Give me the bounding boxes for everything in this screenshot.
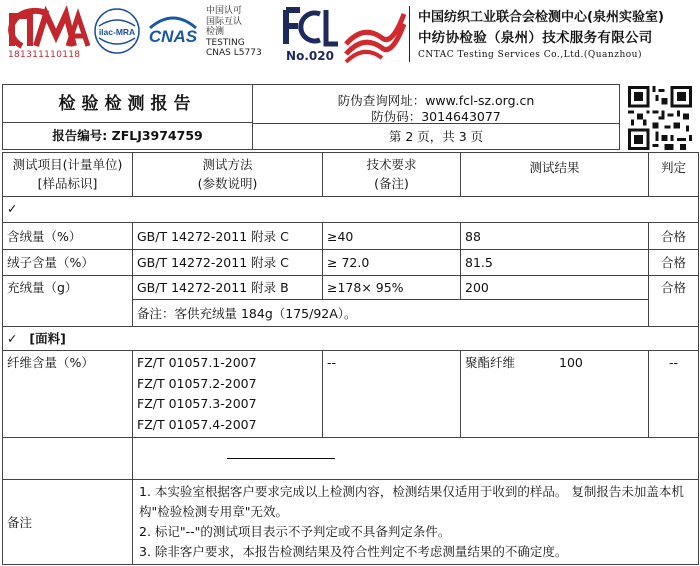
notes-content	[133, 480, 699, 565]
section-fabric-label: [面料]	[29, 331, 66, 346]
report-number-label: 报告编号:	[52, 128, 108, 143]
cell-requirement: ≥ 72.0	[323, 250, 461, 276]
cell-method: GB/T 14272-2011 附录 C	[133, 250, 323, 276]
anti-fake-query-url[interactable]: 防伪查询网址：www.fcl-sz.org.cn	[337, 93, 535, 108]
cnas-logo-icon	[144, 8, 202, 56]
ilac-mra-logo-icon	[92, 6, 142, 56]
end-cell-left	[3, 438, 133, 480]
svg-text:ilac-MRA: ilac-MRA	[98, 27, 136, 37]
fcl-logo-icon	[280, 4, 340, 66]
note-item: 2. 标记"--"的测试项目表示不予判定或不具备判定条件。	[139, 524, 451, 539]
page-info: 第 2 页，共 3 页	[253, 123, 619, 149]
cell-judgement: --	[649, 351, 699, 438]
cell-result: 81.5	[461, 250, 649, 276]
anti-fake-code: 防伪码：3014643077	[371, 109, 501, 124]
section-fabric	[3, 327, 699, 351]
check-mark-icon: ✓	[7, 331, 18, 346]
title-left	[3, 85, 253, 149]
fcl-number: No.020	[286, 49, 334, 63]
notes-label: 备注	[3, 480, 133, 565]
cell-result: 88	[461, 223, 649, 250]
section-sample-1	[3, 197, 699, 223]
table-row	[3, 276, 699, 300]
notes-row	[3, 480, 699, 565]
section-row	[3, 197, 699, 223]
cell-item: 纤维含量（%）	[3, 351, 133, 438]
cell-requirement: --	[323, 351, 461, 438]
cell-item: 绒子含量（%）	[3, 250, 133, 276]
cell-method: GB/T 14272-2011 附录 C	[133, 223, 323, 250]
note-item: 3. 除非客户要求，本报告检测结果及符合性判定不考虑测量结果的不确定度。	[139, 544, 568, 559]
cell-method: GB/T 14272-2011 附录 B	[133, 276, 323, 300]
note-item: 1. 本实验室根据客户要求完成以上检测内容，检测结果仅适用于收到的样品。 复制报告未加盖本机构"检验检测专用章"无效。	[139, 484, 684, 519]
header-divider	[409, 6, 410, 62]
report-title: 检验检测报告	[3, 85, 252, 123]
cell-judgement: 合格	[649, 276, 699, 327]
report-number-value: ZFLJ3974759	[111, 128, 203, 143]
check-mark-icon: ✓	[7, 201, 18, 216]
cell-method: FZ/T 01057.1-2007 FZ/T 01057.2-2007 FZ/T 01057.3-2007 FZ/T 01057.4-2007	[133, 351, 323, 438]
textile-wave-logo-icon	[344, 4, 406, 64]
title-block	[2, 84, 620, 150]
report-number	[3, 123, 252, 149]
org-name-primary: 中国纺织工业联合会检测中心(泉州实验室)	[418, 10, 664, 25]
cell-requirement: ≥178× 95%	[323, 276, 461, 300]
cma-number: 181311110118	[8, 50, 81, 60]
header-test-result: 测试结果	[461, 153, 649, 197]
end-row	[3, 438, 699, 480]
cell-item: 含绒量（%）	[3, 223, 133, 250]
test-results-table	[2, 152, 699, 565]
header-technical-requirement: 技术要求 (备注)	[323, 153, 461, 197]
cell-result: 200	[461, 276, 649, 300]
cell-item: 充绒量（g）	[3, 276, 133, 327]
end-cell	[133, 438, 699, 480]
end-of-results-line	[227, 458, 335, 459]
fiber-name: 聚酯纤维	[465, 355, 516, 370]
header-test-item: 测试项目(计量单位) [样品标识]	[3, 153, 133, 197]
header-test-method: 测试方法 (参数说明)	[133, 153, 323, 197]
table-header-row	[3, 153, 699, 197]
cell-result	[461, 351, 649, 438]
cell-requirement: ≥40	[323, 223, 461, 250]
table-row	[3, 351, 699, 438]
qr-code-icon[interactable]	[628, 86, 692, 150]
org-name-english: CNTAC Testing Services Co.,Ltd.(Quanzhou)	[418, 50, 642, 60]
cnas-accreditation-text: 中国认可 国际互认 检测 TESTING CNAS L5773	[206, 6, 262, 58]
section-row	[3, 327, 699, 351]
title-right	[253, 85, 619, 149]
report-header	[0, 0, 700, 80]
svg-text:CNAS: CNAS	[148, 27, 198, 46]
cell-judgement: 合格	[649, 223, 699, 250]
table-row	[3, 223, 699, 250]
table-row	[3, 250, 699, 276]
fiber-value: 100	[559, 355, 583, 370]
cell-judgement: 合格	[649, 250, 699, 276]
header-judgement: 判定	[649, 153, 699, 197]
org-name-secondary: 中纺协检验（泉州）技术服务有限公司	[418, 30, 653, 46]
fill-amount-note: 备注：客供充绒量 184g（175/92A）。	[133, 300, 649, 327]
